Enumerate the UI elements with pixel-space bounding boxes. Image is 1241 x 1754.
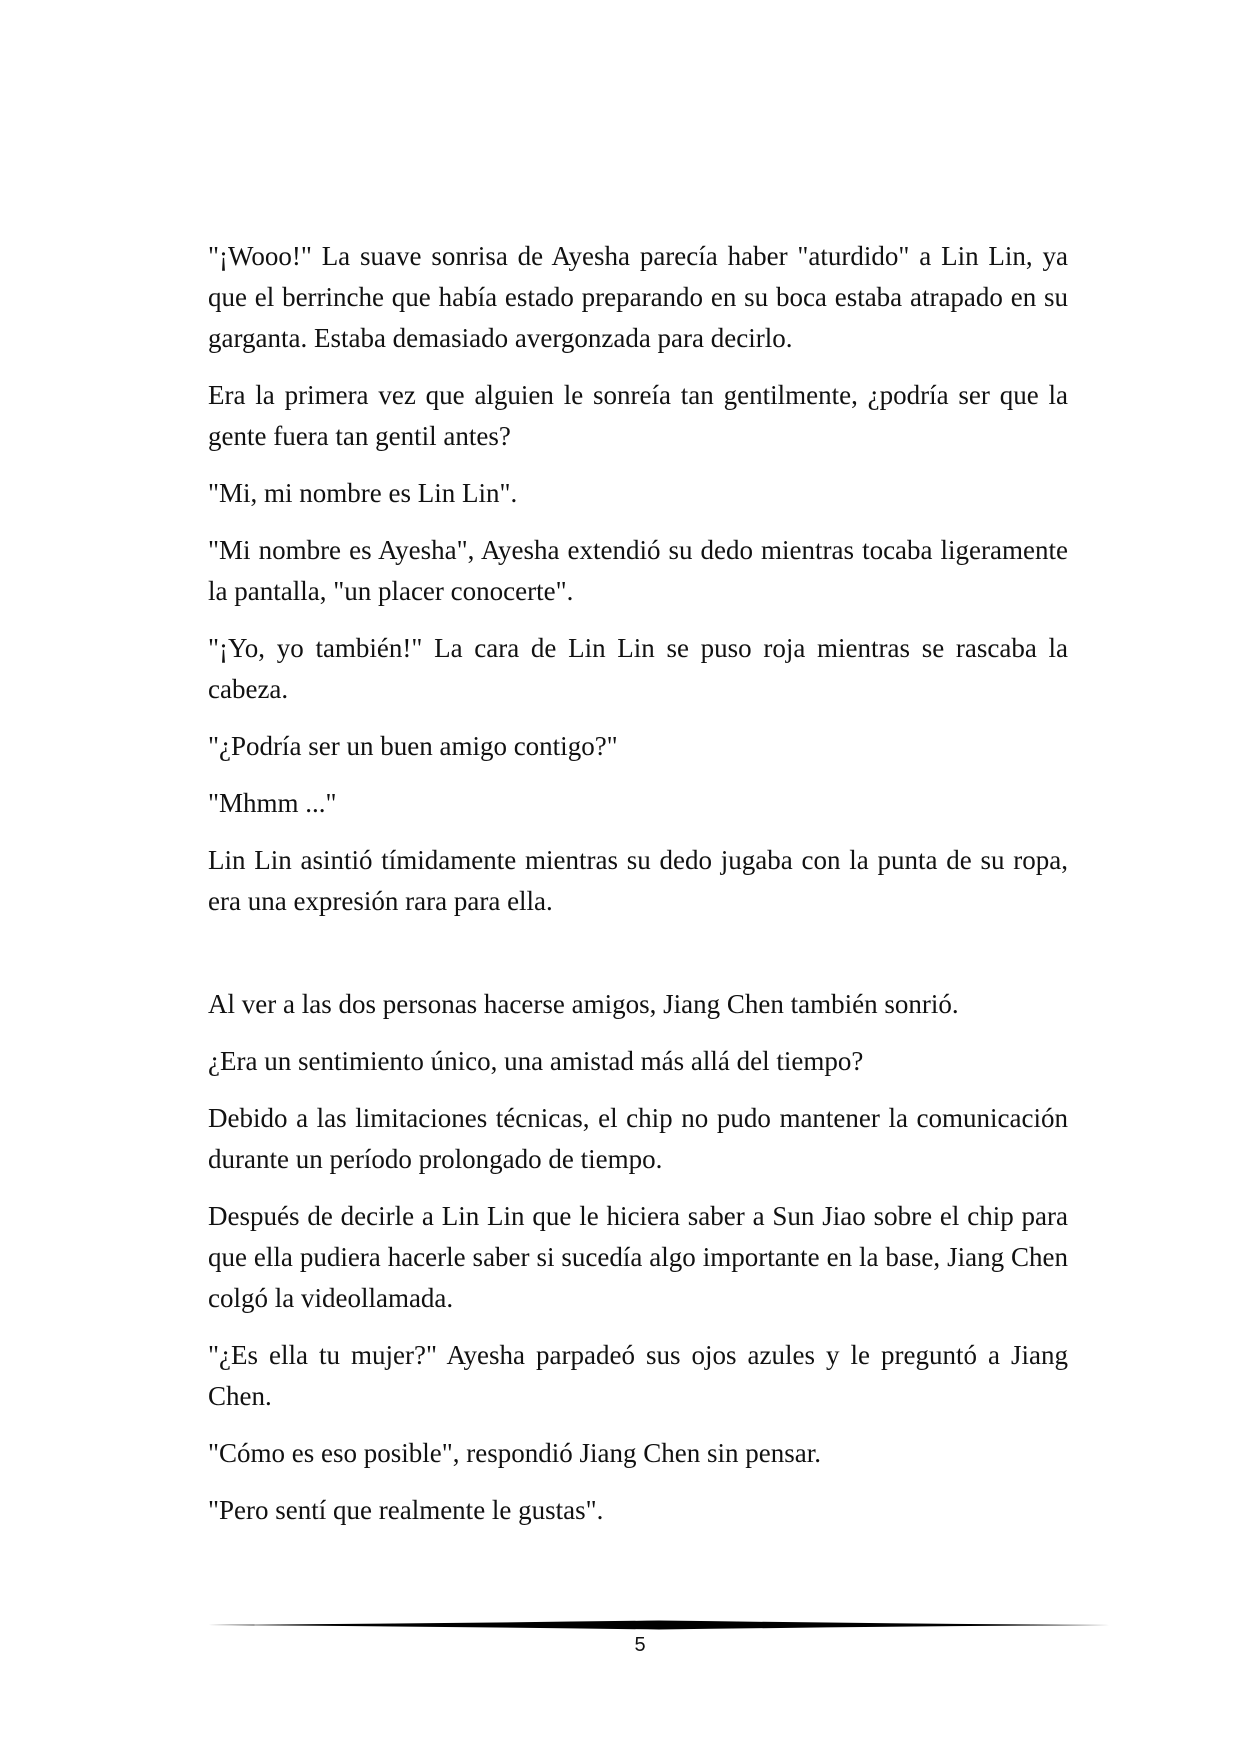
paragraph: Después de decirle a Lin Lin que le hiciera saber a Sun Jiao sobre el chip para que ella pudiera hacerle saber si sucedía algo importante en la base, Jiang Chen colgó la videollamada. <box>208 1201 1068 1313</box>
paragraph: Era la primera vez que alguien le sonreía tan gentilmente, ¿podría ser que la gente fuera tan gentil antes? <box>208 380 1068 451</box>
paragraph: ¿Era un sentimiento único, una amistad más allá del tiempo? <box>208 1046 864 1076</box>
scene-break <box>208 938 1068 984</box>
paragraph: "Mi, mi nombre es Lin Lin". <box>208 478 518 508</box>
footer-divider <box>208 1618 1110 1632</box>
paragraph: Lin Lin asintió tímidamente mientras su dedo jugaba con la punta de su ropa, era una expresión rara para ella. <box>208 845 1068 916</box>
paragraph: Debido a las limitaciones técnicas, el chip no pudo mantener la comunicación durante un período prolongado de tiempo. <box>208 1103 1068 1174</box>
paragraph: "¡Wooo!" La suave sonrisa de Ayesha parecía haber "aturdido" a Lin Lin, ya que el berrinche que había estado preparando en su boca estaba atrapado en su garganta. Estaba demasiado avergonzada para decirlo. <box>208 241 1068 353</box>
paragraph: "Pero sentí que realmente le gustas". <box>208 1495 604 1525</box>
paragraph: "Cómo es eso posible", respondió Jiang Chen sin pensar. <box>208 1438 821 1468</box>
paragraph: "Mhmm ..." <box>208 788 337 818</box>
page-number: 5 <box>634 1634 646 1656</box>
paragraph: "¿Es ella tu mujer?" Ayesha parpadeó sus ojos azules y le preguntó a Jiang Chen. <box>208 1340 1068 1411</box>
paragraph: "¡Yo, yo también!" La cara de Lin Lin se puso roja mientras se rascaba la cabeza. <box>208 633 1068 704</box>
paragraph: "Mi nombre es Ayesha", Ayesha extendió su dedo mientras tocaba ligeramente la pantalla, "un placer conocerte". <box>208 535 1068 606</box>
paragraph: Al ver a las dos personas hacerse amigos, Jiang Chen también sonrió. <box>208 989 959 1019</box>
page-body <box>208 236 1068 1547</box>
paragraph: "¿Podría ser un buen amigo contigo?" <box>208 731 618 761</box>
